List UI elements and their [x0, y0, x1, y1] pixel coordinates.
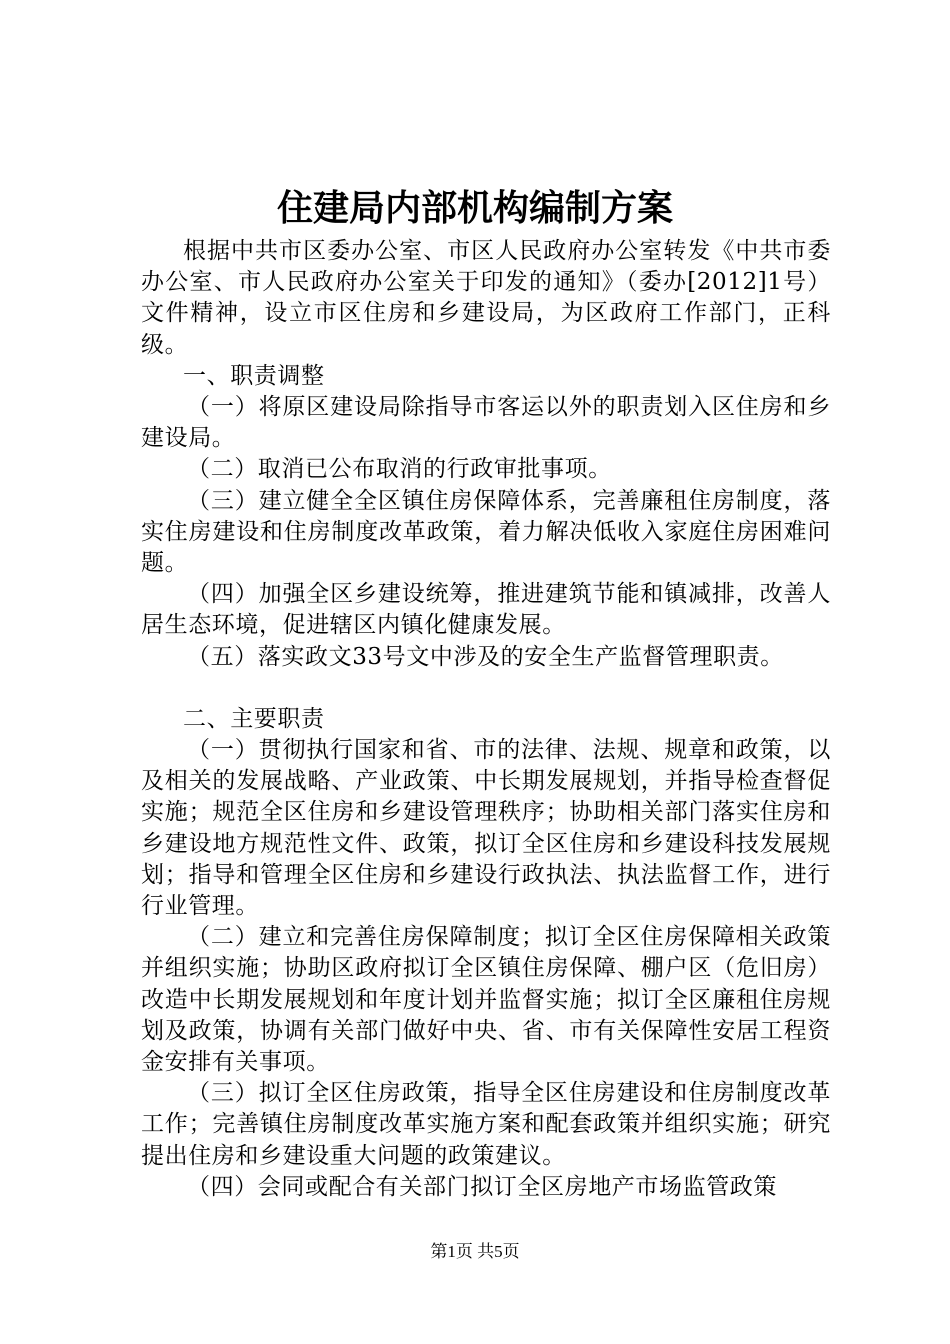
- list-item: （五）落实政文33号文中涉及的安全生产监督管理职责。: [187, 643, 784, 670]
- list-item: （三）拟订全区住房政策，指导全区住房建设和住房制度改革工作；完善镇住房制度改革实施方案和配套政策并组织实施；研究提出住房和乡建设重大问题的政策建议。: [141, 1080, 831, 1169]
- paragraph-spacer: [141, 673, 831, 704]
- section-heading: 一、职责调整: [183, 362, 325, 389]
- list-item: （三）建立健全全区镇住房保障体系，完善廉租住房制度，落实住房建设和住房制度改革政策，着力解决低收入家庭住房困难问题。: [141, 487, 831, 577]
- list-item: （四）会同或配合有关部门拟订全区房地产市场监管政策: [187, 1173, 777, 1200]
- page-number: 第1页 共5页: [430, 1242, 520, 1261]
- section-heading: 二、主要职责: [183, 705, 325, 732]
- list-item: （四）加强全区乡建设统筹，推进建筑节能和镇减排，改善人居生态环境，促进辖区内镇化健康发展。: [141, 581, 831, 639]
- document-body: [141, 236, 831, 1203]
- intro-paragraph: 根据中共市区委办公室、市区人民政府办公室转发《中共市委办公室、市人民政府办公室关于印发的通知》（委办[2012]1号）文件精神，设立市区住房和乡建设局，为区政府工作部门，正科级。: [141, 238, 831, 358]
- list-item: （二）取消已公布取消的行政审批事项。: [187, 456, 612, 483]
- list-item: （二）建立和完善住房保障制度；拟订全区住房保障相关政策并组织实施；协助区政府拟订全区镇住房保障、棚户区（危旧房）改造中长期发展规划和年度计划并监督实施；拟订全区廉租住房规划及政策，协调有关部门做好中央、省、市有关保障性安居工程资金安排有关事项。: [141, 924, 831, 1076]
- document-title: 住建局内部机构编制方案: [276, 188, 673, 229]
- list-item: （一）贯彻执行国家和省、市的法律、法规、规章和政策，以及相关的发展战略、产业政策、中长期发展规划，并指导检查督促实施；规范全区住房和乡建设管理秩序；协助相关部门落实住房和乡建设地方规范性文件、政策，拟订全区住房和乡建设科技发展规划；指导和管理全区住房和乡建设行政执法、执法监督工作，进行行业管理。: [141, 737, 831, 920]
- list-item: （一）将原区建设局除指导市客运以外的职责划入区住房和乡建设局。: [141, 394, 831, 452]
